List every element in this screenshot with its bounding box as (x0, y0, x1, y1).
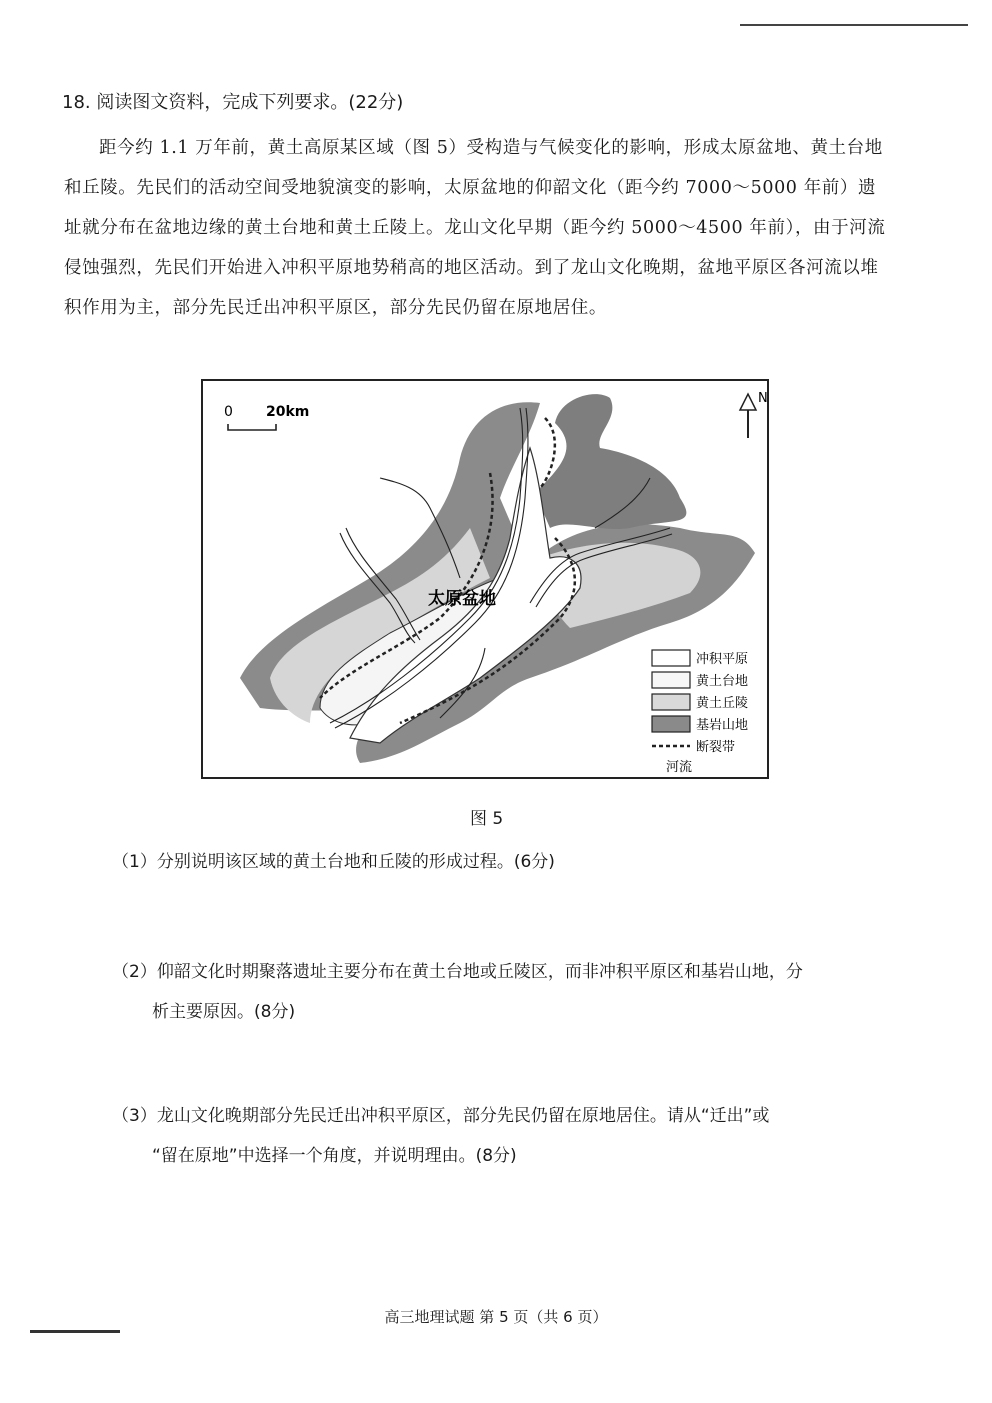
basin-label: 太原盆地 (428, 589, 496, 609)
sub-question-2 (112, 952, 892, 1032)
sub-question-3-line-1: （3）龙山文化晚期部分先民迁出冲积平原区，部分先民仍留在原地居住。请从“迁出”或 (112, 1106, 770, 1126)
top-rule (740, 24, 968, 26)
legend-label-alluvial-plain: 冲积平原 (696, 652, 749, 667)
legend-swatch-loess-hills (652, 694, 690, 710)
map-svg (200, 378, 772, 780)
figure-caption: 图 5 (470, 809, 504, 829)
page-footer: 高三地理试题 第 5 页（共 6 页） (384, 1308, 608, 1326)
north-label: N (758, 391, 768, 406)
sub-question-3 (112, 1096, 892, 1176)
figure-5-map (200, 378, 772, 780)
legend-label-river: 河流 (666, 760, 693, 775)
sub-question-3-line-2: “留在原地”中选择一个角度，并说明理由。(8分) (152, 1146, 517, 1166)
legend-swatch-loess-tableland (652, 672, 690, 688)
legend-label-fault-zone: 断裂带 (696, 740, 736, 755)
bottom-rule (30, 1330, 120, 1333)
reading-passage (64, 128, 894, 328)
passage-text: 距今约 1.1 万年前，黄土高原某区域（图 5）受构造与气候变化的影响，形成太原盆地、黄土台地和丘陵。先民们的活动空间受地貌演变的影响，太原盆地的仰韶文化（距今约 7000～5000 年前）遗址就分布在盆地边缘的黄土台地和黄土丘陵上。龙山文化早期（距今约 5000～4500 年前），由于河流侵蚀强烈，先民们开始进入冲积平原地势稍高的地区活动。到了龙山文化晚期，盆地平原区各河流以堆积作用为主，部分先民迁出冲积平原区，部分先民仍留在原地居住。 (64, 138, 886, 318)
legend-label-bedrock-mountain: 基岩山地 (696, 718, 749, 733)
scale-zero: 0 (224, 404, 233, 420)
sub-question-1 (112, 842, 892, 882)
scale-distance: 20km (266, 404, 310, 420)
question-title: 18. 阅读图文资料，完成下列要求。(22分) (62, 92, 404, 113)
legend-label-loess-hills: 黄土丘陵 (696, 696, 749, 711)
legend-swatch-alluvial-plain (652, 650, 690, 666)
legend-label-loess-tableland: 黄土台地 (696, 674, 749, 689)
sub-question-2-line-1: （2）仰韶文化时期聚落遗址主要分布在黄土台地或丘陵区，而非冲积平原区和基岩山地，分 (112, 962, 803, 982)
sub-question-1-text: （1）分别说明该区域的黄土台地和丘陵的形成过程。(6分) (112, 852, 555, 872)
legend-swatch-bedrock-mountain (652, 716, 690, 732)
sub-question-2-line-2: 析主要原因。(8分) (152, 1002, 296, 1022)
